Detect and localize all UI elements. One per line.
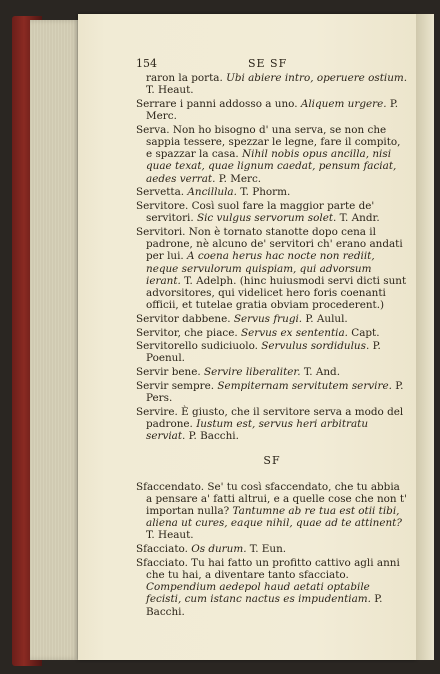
entry-italian: raron la porta. [146, 72, 223, 84]
entry-italian: Servitore. Così suol fare la maggior parte de' servitori. [136, 200, 375, 225]
right-page-strip [416, 14, 434, 660]
entry-list-top [136, 72, 408, 442]
entry-latin: Tantumne ab re tua est otii tibi, aliena ut cures, eaque nihil, quae ad te attinent? [146, 505, 402, 530]
entry-italian: Servitor dabbene. [136, 312, 231, 325]
dictionary-entry [136, 124, 408, 185]
dictionary-entry [136, 200, 408, 224]
entry-latin: Iustum est, servus heri arbitratu serviat. [146, 417, 369, 443]
entry-italian: Sfaccendato. Se' tu così sfaccendato, che tu abbia a pensare a' fatti altrui, e a quelle cose che non t' importan nulla? [136, 480, 407, 517]
entry-italian: Serrare i panni addosso a uno. [136, 97, 298, 110]
entry-source: T. And. [300, 366, 340, 379]
page-content [136, 58, 408, 619]
running-head: SE SF [248, 57, 288, 70]
dictionary-entry [136, 340, 408, 364]
dictionary-entry [136, 543, 408, 555]
entry-latin: A coena herus hac nocte non rediit, neque servulorum quispiam, qui advorsum ierant. [146, 250, 375, 287]
entry-source: Capt. [347, 326, 380, 339]
entry-latin: Os durum. [191, 543, 247, 556]
entry-italian: Sfacciato. [136, 543, 188, 556]
entry-source: P. Aulul. [302, 312, 348, 325]
entry-italian: Sfacciato. Tu hai fatto un profitto cattivo agli anni che tu hai, a diventare tanto sfacciato. [136, 556, 400, 582]
entry-italian: Serva. Non ho bisogno d' una serva, se non che sappia tessere, spezzar le legne, fare il compito, e spazzar la casa. [136, 123, 401, 161]
dictionary-entry [136, 313, 408, 325]
entry-latin: Ubi abiere intro, operuere ostium. [226, 72, 408, 84]
entry-latin: Nihil nobis opus ancilla, nisi quae texat, quae lignum caedat, pensum faciat, aedes verrat. [146, 148, 397, 185]
entry-source: T. Heaut. [146, 84, 194, 97]
entry-italian: Servitor, che piace. [136, 326, 238, 339]
section-heading: SF [263, 454, 281, 468]
entry-latin: Servus frugi. [233, 312, 303, 325]
entry-latin: Sic vulgus servorum solet. [196, 212, 337, 225]
dictionary-entry [136, 380, 408, 404]
dictionary-entry [136, 186, 408, 198]
dictionary-entry [136, 72, 408, 96]
entry-source: P. Merc. [215, 172, 262, 185]
entry-source: T. Adelph. (hinc huiusmodi servi dicti sunt advorsitores, qui videlicet hero foris coenanti officii, et tutelae gratia obviam procederent.) [146, 274, 407, 312]
entry-italian: Servetta. [136, 186, 185, 199]
entry-source: P. Merc. [146, 97, 399, 123]
entry-source: T. Eun. [246, 543, 287, 556]
entry-source: T. Andr. [336, 212, 380, 225]
entry-latin: Compendium aedepol haud aetati optabile fecisti, cum istanc nactus es impudentiam. [146, 581, 371, 606]
entry-source: T. Heaut. [146, 529, 194, 542]
entry-source: P. Poenul. [146, 340, 381, 365]
entry-italian: Servir bene. [136, 366, 201, 379]
entry-list-bottom [136, 481, 408, 618]
entry-latin: Servire liberaliter. [203, 366, 301, 379]
entry-source: T. Phorm. [236, 186, 291, 199]
dictionary-entry [136, 98, 408, 122]
dictionary-entry [136, 226, 408, 311]
page-header [136, 58, 408, 72]
entry-italian: Servitori. Non è tornato stanotte dopo cena il padrone, nè alcuno de' servitori ch' erano andati per lui. [136, 225, 403, 263]
entry-latin: Servulus sordidulus. [261, 340, 370, 353]
entry-italian: Servire. È giusto, che il servitore serva a modo del padrone. [136, 405, 404, 430]
page-number: 154 [136, 57, 157, 70]
page-edges [30, 20, 80, 660]
dictionary-entry [136, 366, 408, 378]
entry-source: P. Bacchi. [146, 593, 383, 618]
entry-italian: Servir sempre. [136, 379, 215, 392]
entry-source: P. Bacchi. [185, 430, 239, 443]
dictionary-entry [136, 406, 408, 443]
entry-source: P. Pers. [146, 379, 404, 405]
entry-latin: Ancillula. [187, 186, 237, 199]
dictionary-entry [136, 557, 408, 618]
entry-latin: Sempiternam servitutem servire. [217, 379, 392, 392]
entry-italian: Servitorello sudiciuolo. [136, 340, 258, 353]
dictionary-entry [136, 327, 408, 339]
dictionary-entry [136, 481, 408, 542]
entry-latin: Aliquem urgere. [300, 97, 387, 110]
entry-latin: Servus ex sententia. [241, 326, 348, 339]
